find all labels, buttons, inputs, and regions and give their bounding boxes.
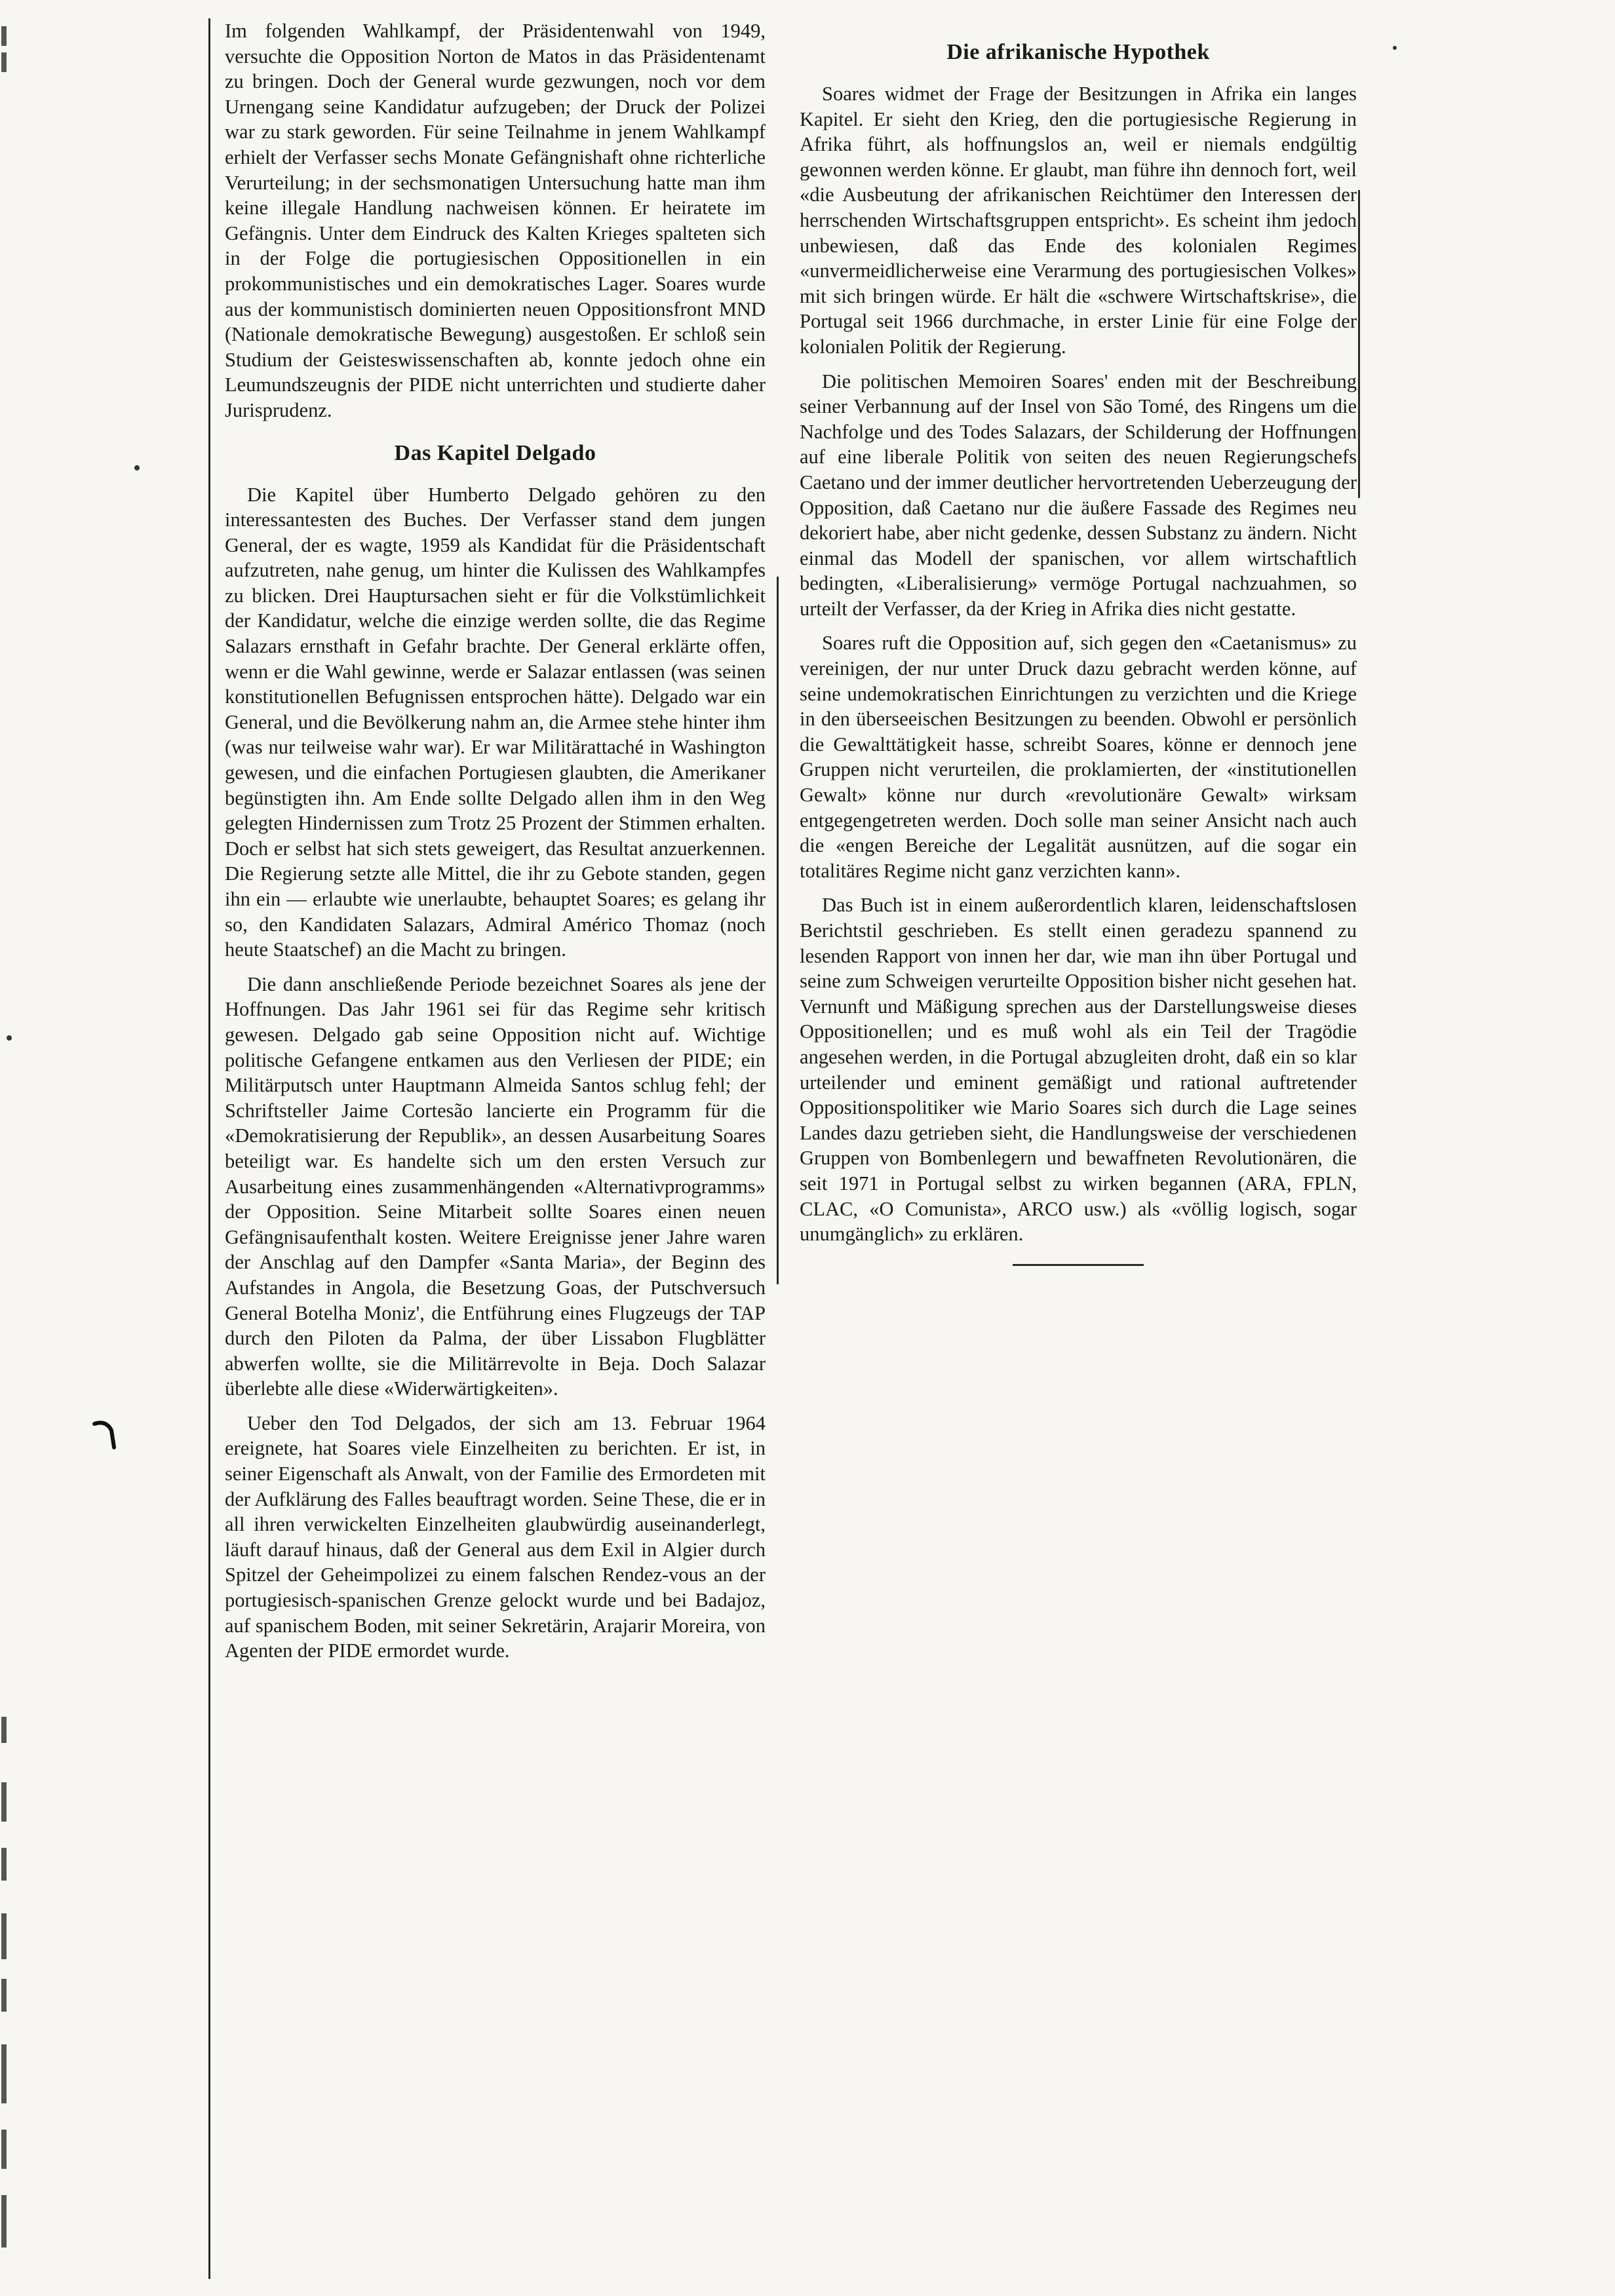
- delgado-paragraph-2: Die dann anschließende Periode bezeichnet Soares als jene der Hoffnungen. Das Jahr 1961 sei für das Regime sehr kritisch gewesen. Delgado gab seine Opposition nicht auf. Wichtige politische Gefangene entkamen aus den Verliesen der PIDE; ein Militärputsch unter Hauptmann Almeida Santos schlug fehl; der Schriftsteller Jaime Cortesão lancierte ein Programm für die «Demokratisierung der Republik», an dessen Ausarbeitung Soares beteiligt war. Es handelte sich um den ersten Versuch zur Ausarbeitung eines zusammenhängenden «Alternativprogramms» der Opposition. Seine Mitarbeit sollte Soares einen neuen Gefängnisaufenthalt kosten. Weitere Ereignisse jener Jahre waren der Anschlag auf den Dampfer «Santa Maria», der Beginn des Aufstandes in Angola, die Besetzung Goas, der Putschversuch General Botelha Moniz', die Entführung eines Flugzeugs der TAP durch den Piloten da Palma, der über Lissabon Flugblätter abwerfen wollte, sie die Militärrevolte in Beja. Doch Salazar überlebte alle diese «Widerwärtigkeiten».: [225, 972, 766, 1400]
- scan-speck: [1393, 46, 1397, 50]
- heading-delgado: Das Kapitel Delgado: [394, 440, 596, 465]
- heading-afrika: Die afrikanische Hypothek: [946, 40, 1210, 64]
- right-column: [793, 39, 1357, 1717]
- scan-margin-marks: [0, 0, 12, 2296]
- afrika-paragraph-1: Soares widmet der Frage der Besitzungen in Afrika ein langes Kapitel. Er sieht den Krieg, den die portugiesische Regierung in Afrika führt, als hoffnungslos an, weil er niemals endgültig gewonnen werden könne. Er glaubt, man führe ihn dennoch fort, weil «die Ausbeutung der afrikanischen Reichtümer den Interessen der herrschenden Wirtschaftsgruppen entspricht». Es scheint ihm jedoch unbewiesen, daß das Ende des kolonialen Regimes «unvermeidlicherweise eine Verarmung des portugiesischen Volkes» mit sich bringen würde. Er hält die «schwere Wirtschaftskrise», die Portugal seit 1966 durchmache, in erster Linie für eine Folge der kolonialen Politik der Regierung.: [800, 83, 1357, 358]
- afrika-paragraph-4: Das Buch ist in einem außerordentlich klaren, leidenschaftslosen Berichtstil geschrieben. Es stellt einen geradezu spannend zu lesenden Rapport von innen her dar, wie man ihn über Portugal und seine zum Schweigen verurteilte Opposition bisher nicht gesehen hat. Vernunft und Mäßigung sprechen aus der Darstellungsweise dieses Oppositionellen; und es muß wohl als ein Teil der Tragödie angesehen werden, in die Portugal abzugleiten droht, daß ein so klar urteilender und eminent gemäßigt und rational auftretender Oppositionspolitiker wie Mario Soares sich durch die Lage seines Landes dazu getrieben sieht, die Handlungsweise der verschiedenen Gruppen von Bombenlegern und bewaffneten Revolutionären, die seit 1971 in Portugal selbst zu wirken begannen (ARA, FPLN, CLAC, «O Comunista», ARCO usw.) als «völlig logisch, sogar unumgänglich» zu erklären.: [800, 894, 1357, 1246]
- stray-pen-mark: [92, 1419, 118, 1451]
- left-column: [208, 18, 766, 2279]
- delgado-paragraph-1: Die Kapitel über Humberto Delgado gehören zu den interessantesten des Buches. Der Verfasser stand dem jungen General, der es wagte, 1959 als Kandidat für die Präsidentschaft aufzutreten, nahe genug, um hinter die Kulissen des Wahlkampfes zu blicken. Drei Hauptursachen sieht er für die Volkstümlichkeit der Kandidatur, welche die einzige werden sollte, die das Regime Salazars ernsthaft in Gefahr brachte. Der General erklärte offen, wenn er die Wahl gewinne, werde er Salazar entlassen (was seinen konstitutionellen Befugnissen entsprochen hätte). Delgado war ein General, und die Bevölkerung nahm an, die Armee stehe hinter ihm (was nur teilweise wahr war). Er war Militärattaché in Washington gewesen, und die einfachen Portugiesen glaubten, die Amerikaner begünstigten ihn. Am Ende sollte Delgado allen ihm in den Weg gelegten Hindernissen zum Trotz 25 Prozent der Stimmen erhalten. Doch er selbst hat sich stets geweigert, das Resultat anzuerkennen. Die Regierung setzte alle Mittel, die ihr zu Gebote standen, gegen ihn ein — erlaubte wie unerlaubte, behauptet Soares; es gelang ihr so, den Kandidaten Salazars, Admiral Américo Thomaz (noch heute Staatschef) an die Macht zu bringen.: [225, 483, 766, 961]
- column-divider-line: [777, 577, 779, 1284]
- afrika-paragraph-2: Die politischen Memoiren Soares' enden mit der Beschreibung seiner Verbannung auf der Insel von São Tomé, des Ringens um die Nachfolge und des Todes Salazars, der Schilderung der Hoffnungen auf eine liberale Politik von seiten des neuen Regierungschefs Caetano und der immer deutlicher hervortretenden Ueberzeugung der Opposition, daß Caetano nur die äußere Fassade des Regimes neu dekoriert habe, aber nicht gedenke, dessen Substanz zu ändern. Nicht einmal das Modell der spanischen, vor allem wirtschaftlich bedingten, «Liberalisierung» vermöge Portugal nachzuahmen, so urteilt der Verfasser, da der Krieg in Afrika dies nicht gestatte.: [800, 370, 1357, 620]
- article-end-rule: [1013, 1264, 1144, 1266]
- column-margin-line: [1358, 190, 1360, 498]
- afrika-paragraph-3: Soares ruft die Opposition auf, sich gegen den «Caetanismus» zu vereinigen, der nur unter Druck dazu gebracht werden könne, auf seine undemokratischen Einrichtungen zu verzichten und die Kriege in den überseeischen Besitzungen zu beenden. Obwohl er persönlich die Gewalttätigkeit hasse, schreibt Soares, könne er dennoch jene Gruppen nicht verurteilen, die proklamierten, der «institutionellen Gewalt» könne nur durch «revolutionäre Gewalt» wirksam entgegengetreten werden. Doch solle man seiner Ansicht nach auch die «engen Bereiche der Legalität ausnützen, auf die sogar ein totalitäres Regime nicht ganz verzichten kann».: [800, 632, 1357, 882]
- scan-speck: [134, 465, 140, 470]
- delgado-paragraph-3: Ueber den Tod Delgados, der sich am 13. Februar 1964 ereignete, hat Soares viele Einzelheiten zu berichten. Er ist, in seiner Eigenschaft als Anwalt, von der Familie des Ermordeten mit der Aufklärung des Falles beauftragt worden. Seine These, die er in all ihren verwickelten Einzelheiten glaubwürdig auseinanderlegt, läuft darauf hinaus, daß der General aus dem Exil in Algier durch Spitzel der Geheimpolizei zu einem falschen Rendez-vous an der portugiesisch-spanischen Grenze gelockt wurde und bei Badajoz, auf spanischem Boden, mit seiner Sekretärin, Arajarir Moreira, von Agenten der PIDE ermordet wurde.: [225, 1411, 766, 1662]
- scan-speck: [7, 1035, 12, 1041]
- intro-paragraph: Im folgenden Wahlkampf, der Präsidentenwahl von 1949, versuchte die Opposition Norton de Matos in das Präsidentenamt zu bringen. Doch der General wurde gezwungen, noch vor dem Urnengang seine Kandidatur aufzugeben; der Druck der Polizei war zu stark geworden. Für seine Teilnahme in jenem Wahlkampf erhielt der Verfasser sechs Monate Gefängnishaft ohne richterliche Verurteilung; in der sechsmonatigen Untersuchung hatte man ihm keine illegale Handlung nachweisen können. Er heiratete im Gefängnis. Unter dem Eindruck des Kalten Krieges spalteten sich in der Folge die portugiesischen Oppositionellen in ein prokommunistisches und ein demokratisches Lager. Soares wurde aus der kommunistisch dominierten neuen Oppositionsfront MND (Nationale demokratische Bewegung) ausgestoßen. Er schloß sein Studium der Geisteswissenschaften ab, konnte jedoch ohne ein Leumundszeugnis der PIDE nicht unterrichten und studierte daher Jurisprudenz.: [225, 20, 766, 421]
